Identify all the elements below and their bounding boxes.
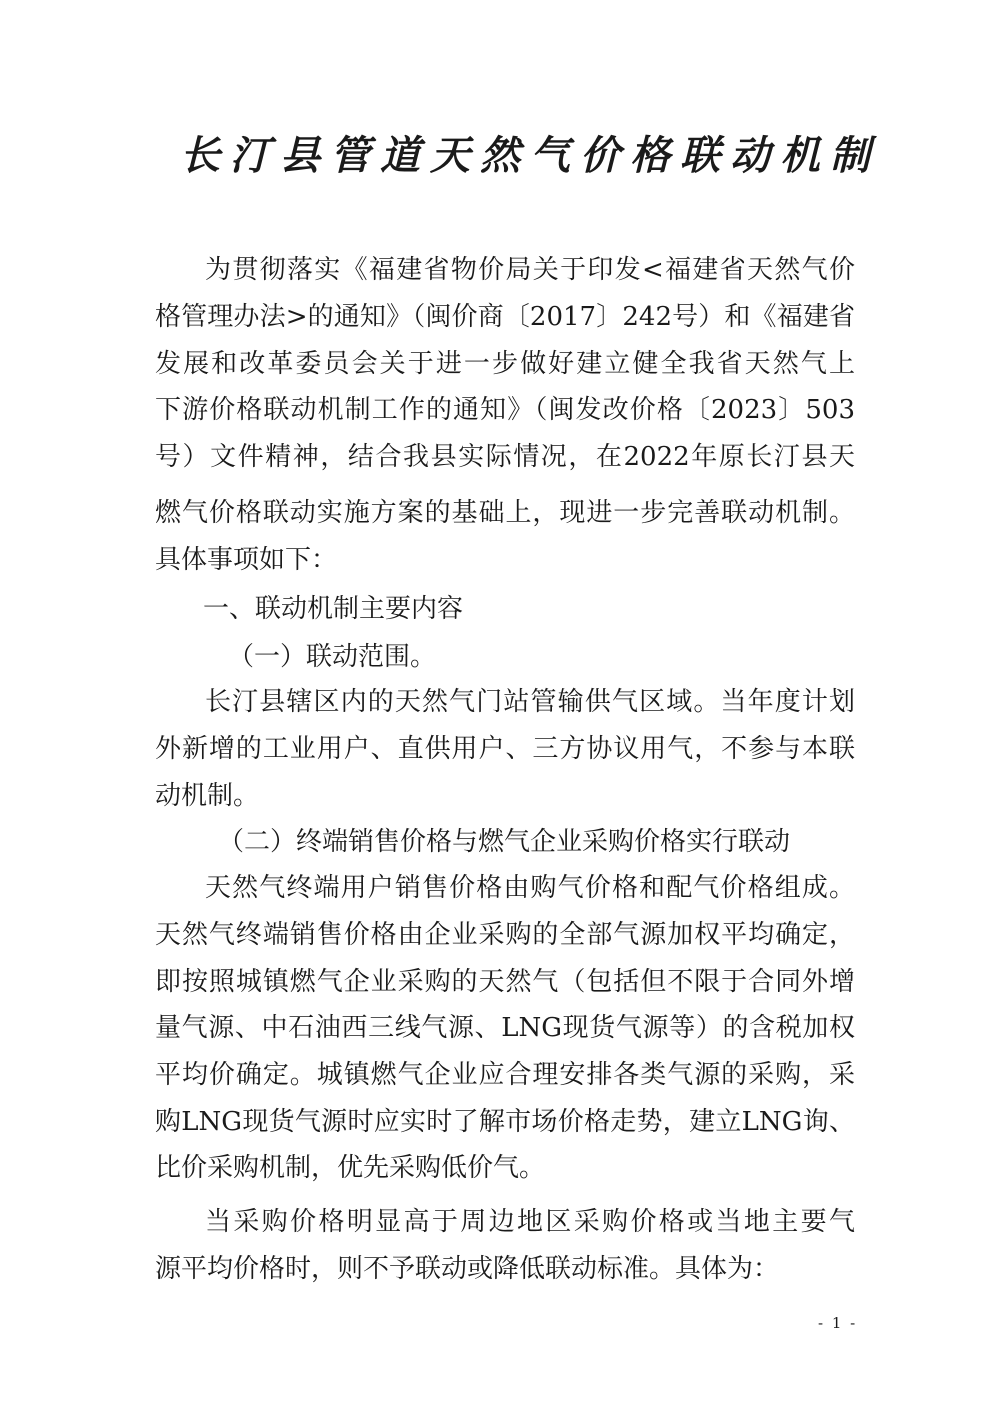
paragraph-line: 量气源、中石油西三线气源、LNG现货气源等）的含税加权 bbox=[155, 1013, 855, 1043]
intro-line: 下游价格联动机制工作的通知》（闽发改价格〔2023〕503 bbox=[155, 395, 855, 425]
page-number: - 1 - bbox=[818, 1314, 858, 1332]
paragraph-line: 动机制。 bbox=[155, 781, 260, 811]
paragraph-line: 即按照城镇燃气企业采购的天然气（包括但不限于合同外增 bbox=[155, 967, 855, 997]
intro-line: 发展和改革委员会关于进一步做好建立健全我省天然气上 bbox=[155, 349, 855, 379]
section-heading: 一、联动机制主要内容 bbox=[203, 594, 464, 624]
paragraph-line: 长汀县辖区内的天然气门站管输供气区域。当年度计划 bbox=[205, 687, 855, 717]
subsection-heading: （一）联动范围。 bbox=[228, 642, 437, 672]
paragraph-line: 天然气终端销售价格由企业采购的全部气源加权平均确定， bbox=[155, 920, 855, 950]
intro-line: 具体事项如下： bbox=[155, 545, 338, 575]
intro-line: 格管理办法>的通知》（闽价商〔2017〕242号）和《福建省 bbox=[155, 302, 855, 332]
paragraph-line: 外新增的工业用户、直供用户、三方协议用气，不参与本联 bbox=[155, 734, 855, 764]
paragraph-line: 比价采购机制，优先采购低价气。 bbox=[155, 1153, 546, 1183]
intro-line: 燃气价格联动实施方案的基础上，现进一步完善联动机制。 bbox=[155, 498, 855, 528]
paragraph-line: 源平均价格时，则不予联动或降低联动标准。具体为： bbox=[155, 1254, 780, 1284]
paragraph-line: 天然气终端用户销售价格由购气价格和配气价格组成。 bbox=[205, 873, 855, 903]
paragraph-line: 购LNG现货气源时应实时了解市场价格走势，建立LNG询、 bbox=[155, 1107, 855, 1137]
document-title: 长汀县管道天然气价格联动机制 bbox=[180, 132, 880, 179]
paragraph-line: 当采购价格明显高于周边地区采购价格或当地主要气 bbox=[205, 1207, 855, 1237]
subsection-heading: （二）终端销售价格与燃气企业采购价格实行联动 bbox=[218, 827, 791, 857]
intro-line: 为贯彻落实《福建省物价局关于印发<福建省天然气价 bbox=[205, 255, 855, 285]
intro-line: 号）文件精神，结合我县实际情况，在2022年原长汀县天 bbox=[155, 442, 855, 472]
paragraph-line: 平均价确定。城镇燃气企业应合理安排各类气源的采购，采 bbox=[155, 1060, 855, 1090]
